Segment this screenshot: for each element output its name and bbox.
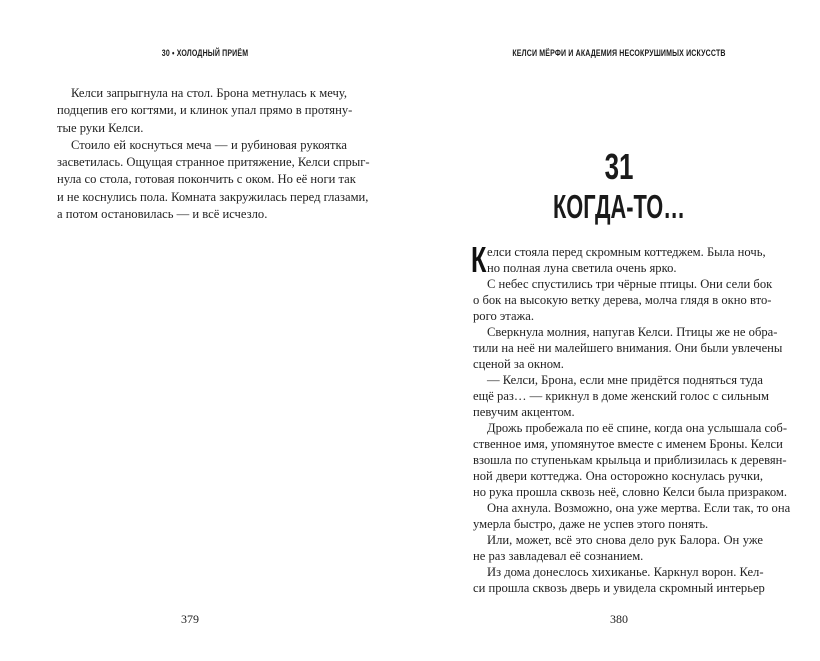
text-line: Она ахнула. Возможно, она уже мертва. Если так, то она	[487, 501, 791, 515]
text-line: си прошла сквозь дверь и увидела скромный интерьер	[473, 581, 765, 595]
text-line: ещё раз… — крикнул в доме женский голос с сильным	[473, 389, 769, 403]
text-line: певучим акцентом.	[473, 405, 575, 419]
body-text	[471, 239, 791, 596]
text-line: С небес спустились три чёрные птицы. Они сели бок	[487, 277, 773, 291]
text-line: рого этажа.	[473, 309, 534, 323]
text-line: о бок на высокую ветку дерева, молча глядя в окно вто-	[473, 293, 772, 307]
text-line: Келси запрыгнула на стол. Брона метнулась к мечу,	[71, 86, 347, 100]
drop-cap: К	[471, 239, 487, 280]
text-line: сценой за окном.	[473, 357, 564, 371]
page-number: 379	[181, 612, 199, 626]
text-line: взошла по ступенькам крыльца и приблизилась к деревян-	[473, 453, 787, 467]
text-line: ной двери коттеджа. Она осторожно коснулась ручки,	[473, 469, 763, 483]
text-line: но полная луна светила очень ярко.	[487, 261, 677, 275]
text-line: засветилась. Ощущая странное притяжение, Келси спрыг-	[57, 155, 370, 170]
running-head: КЕЛСИ МЁРФИ И АКАДЕМИЯ НЕСОКРУШИМЫХ ИСКУССТВ	[512, 48, 726, 58]
text-line: умерла быстро, даже не успев этого понять.	[473, 517, 709, 531]
text-line: а потом остановилась — и всё исчезло.	[57, 207, 268, 222]
text-line: — Келси, Брона, если мне придётся подняться туда	[487, 373, 763, 387]
text-line: но рука прошла сквозь неё, словно Келси была призраком.	[473, 485, 788, 499]
text-line: Из дома донеслось хихиканье. Каркнул ворон. Кел-	[487, 565, 764, 579]
text-line: ственное имя, упомянутое вместе с именем Броны. Келси	[473, 437, 783, 451]
text-line: нула со стола, готовая покончить с оком. Но её ноги так	[57, 172, 356, 187]
text-line: тили на неё ни малейшего внимания. Они были увлечены	[473, 341, 783, 355]
chapter-title: КОГДА-ТО…	[552, 188, 686, 225]
text-line: тые руки Келси.	[57, 120, 144, 135]
text-line: подцепив его когтями, и клинок упал прямо в протяну-	[57, 103, 353, 118]
text-line: елси стояла перед скромным коттеджем. Была ночь,	[487, 245, 766, 259]
right-page	[410, 0, 820, 661]
body-text	[57, 85, 370, 223]
text-line: и не коснулись пола. Комната закружилась перед глазами,	[57, 189, 369, 204]
text-line: не раз завладевал её сознанием.	[473, 549, 644, 563]
text-line: Сверкнула молния, напугав Келси. Птицы же не обра-	[487, 325, 778, 339]
text-line: Дрожь пробежала по её спине, когда она услышала соб-	[487, 421, 788, 435]
chapter-number: 31	[604, 146, 634, 187]
text-line: Стоило ей коснуться меча — и рубиновая рукоятка	[71, 137, 347, 152]
text-line: Или, может, всё это снова дело рук Балора. Он уже	[487, 533, 763, 547]
running-head: 30 • ХОЛОДНЫЙ ПРИЁМ	[161, 48, 249, 58]
page-number: 380	[610, 612, 628, 626]
